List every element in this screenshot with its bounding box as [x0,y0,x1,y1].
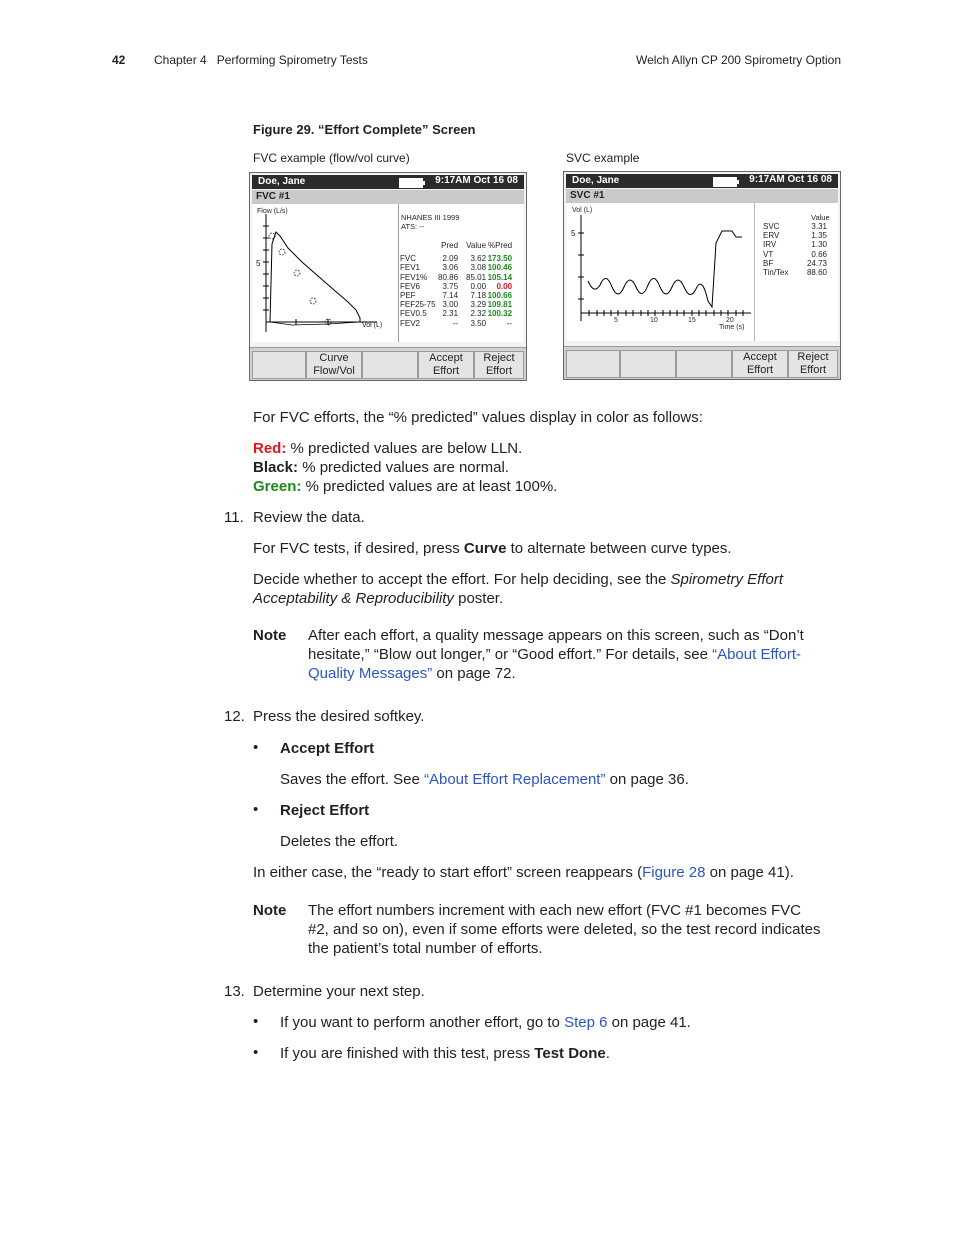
svc-results-table [763,222,827,277]
table-header-row: Pred Value %Pred [441,241,513,250]
about-effort-replacement-link[interactable]: “About Effort Replacement” [423,771,606,788]
reject-effort-softkey[interactable]: Reject Effort [788,350,838,378]
svc-softkey-bar [564,346,840,379]
table-row: FEV6 3.75 0.00 0.00 [400,281,513,291]
x-tick: 10 [650,317,658,324]
svc-screen [563,171,841,380]
accept-effort-softkey[interactable]: Accept Effort [732,350,788,378]
fvc-screen [249,172,527,381]
legend-black: Black: % predicted values are normal. [253,459,509,476]
y-tick-5: 5 [571,229,576,238]
svc-volume-trace [588,231,742,307]
step-13-number: 13. [224,983,245,1000]
pred-marker [279,249,285,255]
x-tick: 20 [726,317,734,324]
about-effort-quality-link[interactable]: “About Effort- [712,646,802,663]
step-11-number: 11. [224,509,244,526]
x-tick: 5 [614,317,618,324]
bullet-icon: • [253,801,259,818]
table-row: FEV1 3.06 3.08 100.46 [400,263,513,273]
accept-effort-heading: Accept Effort [280,740,375,757]
x-axis-label: Time (s) [719,324,745,331]
patient-name: Doe, Jane [572,175,620,186]
either-case-paragraph: In either case, the “ready to start effort” screen reappears (Figure 28 on page 41). [253,864,794,881]
test-label: FVC #1 [256,191,290,202]
legend-red: Red: % predicted values are below LLN. [253,440,523,457]
test-label-bar [566,189,838,203]
table-row: FEV2 -- 3.50 -- [400,318,513,328]
step-13-text: Determine your next step. [253,983,425,1000]
svc-caption: SVC example [566,151,640,165]
y-tick-5: 5 [256,259,261,268]
fvc-graph-area [252,204,524,342]
softkey-1-empty[interactable] [566,350,620,378]
softkey-3-empty[interactable] [362,351,418,379]
test-label: SVC #1 [570,190,605,201]
battery-icon [399,178,423,188]
fvc-results-table [400,241,512,328]
step-12-text: Press the desired softkey. [253,708,425,725]
another-effort-item: If you want to perform another effort, go to Step 6 on page 41. [280,1014,691,1031]
softkey-1-empty[interactable] [252,351,306,379]
decide-paragraph: Decide whether to accept the effort. For help deciding, see the Spirometry Effort Acceptability & Reproducibility poster. [253,571,784,607]
svc-title-bar [566,174,838,188]
bullet-icon: • [253,1044,259,1061]
table-row: FEV1% 80.86 85.01 105.14 [400,272,513,282]
reference-set: NHANES III 1999 [401,213,460,222]
step-6-link[interactable]: Step 6 [564,1014,608,1031]
table-row: FEF25-75 3.00 3.29 109.81 [400,300,513,310]
curve-softkey[interactable]: Curve Flow/Vol [306,351,362,379]
y-axis-label: Vol (L) [572,207,593,214]
table-row: BF 24.73 [763,258,827,268]
clock-time: 9:17AM Oct 16 08 [435,175,518,186]
patient-name: Doe, Jane [258,176,306,187]
flow-volume-curve-plot [252,204,397,342]
table-row: FEV0.5 2.31 2.32 100.32 [400,309,513,319]
x-tick: 15 [688,317,696,324]
about-effort-quality-link-cont[interactable]: Quality Messages” [308,665,433,682]
test-done-item: If you are finished with this test, press Test Done. [280,1045,610,1062]
value-column-header: Value [811,213,830,222]
softkey-3-empty[interactable] [676,350,732,378]
svc-graph-area [566,203,838,341]
accept-effort-desc: Saves the effort. See “About Effort Replacement” on page 36. [280,771,689,788]
pred-marker [294,270,300,276]
step-11-text: Review the data. [253,509,365,526]
bullet-icon: • [253,739,259,756]
page-number: 42 [112,53,126,67]
volume-time-plot [566,203,756,341]
color-intro: For FVC efforts, the “% predicted” values display in color as follows: [253,409,703,426]
note-1: After each effort, a quality message appears on this screen, such as “Don’t hesitate,” “Blow out longer,” or “Good effort.” For details, see “About Effort- Quality Messages” on page 72. [308,627,804,682]
table-row: FVC 2.09 3.62 173.50 [400,254,513,264]
fvc-softkey-bar [250,347,526,380]
book-title: Welch Allyn CP 200 Spirometry Option [636,53,841,67]
table-row: IRV 1.30 [763,240,827,250]
bullet-icon: • [253,1013,259,1030]
accept-effort-softkey[interactable]: Accept Effort [418,351,474,379]
note-2: The effort numbers increment with each new effort (FVC #1 becomes FVC #2, and so on), even if some efforts were deleted, so the test record indicates the patient’s total number of efforts. [308,902,821,957]
test-label-bar [252,190,524,204]
fvc-title-bar [252,175,524,189]
table-row: Tin/Tex 88.60 [763,268,827,278]
clock-time: 9:17AM Oct 16 08 [749,174,832,185]
x-axis-label: Vol (L) [362,322,383,329]
note-label: Note [253,902,287,919]
note-label: Note [253,627,287,644]
table-row: PEF 7.14 7.18 100.66 [400,291,513,301]
table-row: SVC 3.31 [763,222,827,231]
step-12-number: 12. [224,708,245,725]
legend-green: Green: % predicted values are at least 100%. [253,478,558,495]
fvc-caption: FVC example (flow/vol curve) [253,151,410,165]
fvc-curve [270,232,360,322]
y-axis-label: Flow (L/s) [257,208,288,215]
curve-instruction: For FVC tests, if desired, press Curve to alternate between curve types. [253,540,732,557]
ats-status: ATS: -- [401,222,425,231]
reject-effort-softkey[interactable]: Reject Effort [474,351,524,379]
chapter-title: Chapter 4 Performing Spirometry Tests [154,53,368,67]
softkey-2-empty[interactable] [620,350,676,378]
table-row: VT 0.66 [763,249,827,259]
pred-marker [310,298,316,304]
figure-title: Figure 29. “Effort Complete” Screen [253,122,476,137]
battery-icon [713,177,737,187]
figure-28-link[interactable]: Figure 28 [642,864,706,881]
reject-effort-heading: Reject Effort [280,802,370,819]
table-row: ERV 1.35 [763,231,827,241]
reject-effort-desc: Deletes the effort. [280,833,399,850]
